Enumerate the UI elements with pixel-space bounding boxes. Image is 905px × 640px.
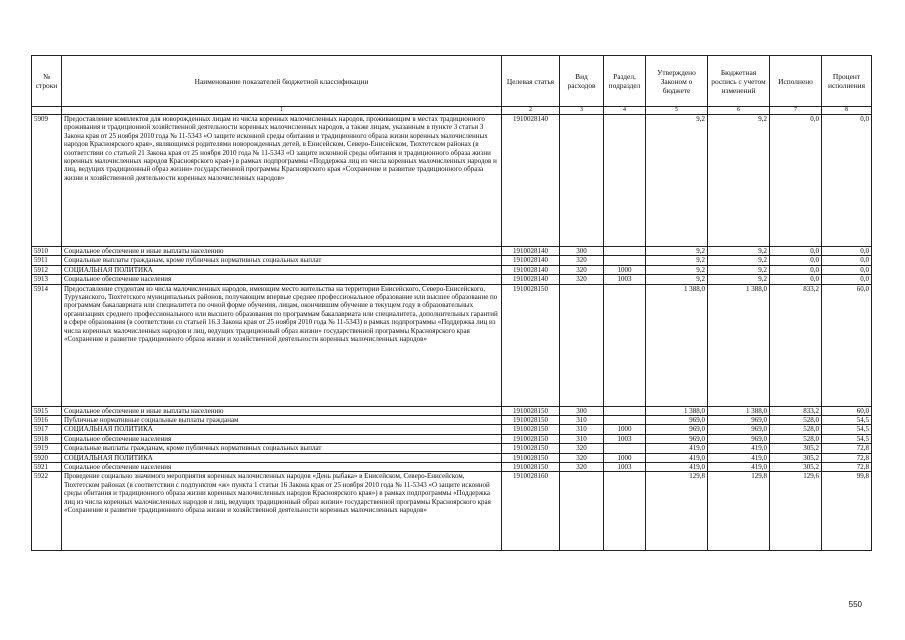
row-name: СОЦИАЛЬНАЯ ПОЛИТИКА xyxy=(62,425,502,434)
row-approved: 969,0 xyxy=(646,434,708,443)
row-painting: 1 388,0 xyxy=(708,284,770,406)
row-painting: 969,0 xyxy=(708,425,770,434)
row-percent: 99,8 xyxy=(822,472,872,551)
row-number: 5911 xyxy=(32,256,62,265)
row-executed: 305,2 xyxy=(770,463,822,472)
row-vid: 310 xyxy=(560,425,604,434)
row-executed: 305,2 xyxy=(770,444,822,453)
row-vid xyxy=(560,472,604,551)
row-razd: 1003 xyxy=(604,434,646,443)
row-razd xyxy=(604,256,646,265)
row-painting: 9,2 xyxy=(708,275,770,284)
table-row xyxy=(32,256,872,265)
row-percent: 0,0 xyxy=(822,256,872,265)
row-name: Предоставление студентам из числа малочисленных народов, имеющим место жительства на территории Енисейского, Северо-Енисейского, Туруханского, Тюхтетского муниципальных районов, получающим впервые среднее профессиональное образование или высшее образование по программам бакалавриата или специалитета по очной форме обучения, лицам, окончившим обучение в текущем году в образовательных организациях среднего профессионального или высшего образования по программам бакалавриата или специалитета, дополнительных гарантий в сфере образования (в соответствии со статьей 16.3 Закона края от 25 ноября 2010 года № 11-5343) в рамках подпрограммы «Поддержка лиц из числа коренных малочисленных народов и лиц, ведущих традиционный образ жизни» государственной программы Красноярского края «Сохранение и развитие традиционного образа жизни и хозяйственной деятельности коренных малочисленных народов» xyxy=(62,284,502,406)
header-code: Целевая статья xyxy=(502,56,560,107)
row-vid: 300 xyxy=(560,406,604,415)
table-row xyxy=(32,444,872,453)
row-percent: 54,5 xyxy=(822,434,872,443)
row-name: Предоставление комплектов для новорожденных лицам из числа коренных малочисленных народов, проживающим в местах традиционного проживания и традиционной хозяйственной деятельности коренных малочисленных народов, а также лицам, указанным в пункте 3 статьи 3 Закона края от 25 ноября 2010 года № 11-5343 «О защите исконной среды обитания и традиционного образа жизни коренных малочисленных народов Красноярского края», являющимся родителями новорожденных детей, в Енисейском, Северо-Енисейском, Тюхтетском районах (в соответствии со статьей 21 Закона края от 25 ноября 2010 года № 11-5343 «О защите исконной среды обитания и традиционного образа жизни коренных малочисленных народов Красноярского края») в рамках подпрограммы «Поддержка лиц из числа коренных малочисленных народов и лиц, ведущих традиционный образ жизни» государственной программы Красноярского края «Сохранение и развитие традиционного образа жизни и хозяйственной деятельности коренных малочисленных народов» xyxy=(62,115,502,247)
header-name: Наименование показателей бюджетной классификации xyxy=(62,56,502,107)
row-code: 1910028140 xyxy=(502,275,560,284)
row-approved: 9,2 xyxy=(646,115,708,247)
row-approved: 419,0 xyxy=(646,463,708,472)
row-code: 1910028140 xyxy=(502,256,560,265)
row-approved: 969,0 xyxy=(646,425,708,434)
header-vid: Вид расходов xyxy=(560,56,604,107)
row-vid: 320 xyxy=(560,275,604,284)
header-executed: Исполнено xyxy=(770,56,822,107)
row-vid: 320 xyxy=(560,444,604,453)
row-executed: 528,0 xyxy=(770,425,822,434)
table-row xyxy=(32,247,872,256)
row-executed: 305,2 xyxy=(770,453,822,462)
row-number: 5914 xyxy=(32,284,62,406)
row-painting: 1 388,0 xyxy=(708,406,770,415)
row-name: Социальное обеспечение и иные выплаты населению xyxy=(62,406,502,415)
row-painting: 969,0 xyxy=(708,434,770,443)
row-name: Проведение социально значимого мероприятия коренных малочисленных народов «День рыбака» в Енисейском, Северо-Енисейском, Тюхтетском районах (в соответствии с подпунктом «ж» пункта 1 статьи 16 Закона края от 25 ноября 2010 года № 11-5343 «О защите исконной среды обитания и традиционного образа жизни коренных малочисленных народов Красноярского края») в рамках подпрограммы «Поддержка лиц из числа коренных малочисленных народов и лиц, ведущих традиционный образ жизни» государственной программы Красноярского края «Сохранение и развитие традиционного образа жизни и хозяйственной деятельности коренных малочисленных народов» xyxy=(62,472,502,551)
row-executed: 833,2 xyxy=(770,284,822,406)
row-name: СОЦИАЛЬНАЯ ПОЛИТИКА xyxy=(62,265,502,274)
table-row xyxy=(32,434,872,443)
row-painting: 9,2 xyxy=(708,256,770,265)
row-razd xyxy=(604,416,646,425)
column-number: 5 xyxy=(646,107,708,115)
row-code: 1910028150 xyxy=(502,406,560,415)
table-row xyxy=(32,265,872,274)
row-approved: 9,2 xyxy=(646,247,708,256)
table-row xyxy=(32,453,872,462)
header-percent: Процент исполнения xyxy=(822,56,872,107)
row-code: 1910028150 xyxy=(502,425,560,434)
table-row xyxy=(32,472,872,551)
table-row xyxy=(32,416,872,425)
row-razd xyxy=(604,247,646,256)
row-razd: 1003 xyxy=(604,463,646,472)
row-executed: 0,0 xyxy=(770,256,822,265)
table-row xyxy=(32,115,872,247)
row-executed: 0,0 xyxy=(770,275,822,284)
row-approved: 9,2 xyxy=(646,265,708,274)
column-number: 1 xyxy=(62,107,502,115)
row-name: Социальные выплаты гражданам, кроме публичных нормативных социальных выплат xyxy=(62,256,502,265)
row-vid: 310 xyxy=(560,434,604,443)
row-number: 5909 xyxy=(32,115,62,247)
row-razd xyxy=(604,472,646,551)
row-approved: 969,0 xyxy=(646,416,708,425)
row-executed: 0,0 xyxy=(770,115,822,247)
row-approved: 1 388,0 xyxy=(646,284,708,406)
header-razd: Раздел, подраздел xyxy=(604,56,646,107)
row-code: 1910028150 xyxy=(502,444,560,453)
row-painting: 419,0 xyxy=(708,444,770,453)
row-razd: 1000 xyxy=(604,265,646,274)
row-number: 5915 xyxy=(32,406,62,415)
column-number: 2 xyxy=(502,107,560,115)
column-number: 6 xyxy=(708,107,770,115)
row-number: 5919 xyxy=(32,444,62,453)
row-approved: 9,2 xyxy=(646,256,708,265)
column-number: 4 xyxy=(604,107,646,115)
row-percent: 60,0 xyxy=(822,284,872,406)
row-number: 5921 xyxy=(32,463,62,472)
row-number: 5916 xyxy=(32,416,62,425)
table-row xyxy=(32,284,872,406)
row-number: 5917 xyxy=(32,425,62,434)
row-name: Социальные выплаты гражданам, кроме публичных нормативных социальных выплат xyxy=(62,444,502,453)
row-approved: 9,2 xyxy=(646,275,708,284)
row-vid: 320 xyxy=(560,453,604,462)
row-vid: 320 xyxy=(560,463,604,472)
column-number xyxy=(32,107,62,115)
row-code: 1910028150 xyxy=(502,284,560,406)
row-percent: 60,0 xyxy=(822,406,872,415)
row-percent: 0,0 xyxy=(822,265,872,274)
table-header-row xyxy=(32,56,872,107)
column-numbers-row xyxy=(32,107,872,115)
row-executed: 0,0 xyxy=(770,265,822,274)
row-code: 1910028150 xyxy=(502,416,560,425)
row-razd xyxy=(604,115,646,247)
row-percent: 72,8 xyxy=(822,453,872,462)
row-executed: 833,2 xyxy=(770,406,822,415)
row-executed: 0,0 xyxy=(770,247,822,256)
row-number: 5910 xyxy=(32,247,62,256)
row-executed: 528,0 xyxy=(770,434,822,443)
table-row xyxy=(32,463,872,472)
column-number: 3 xyxy=(560,107,604,115)
row-razd xyxy=(604,444,646,453)
row-name: Публичные нормативные социальные выплаты гражданам xyxy=(62,416,502,425)
row-razd: 1003 xyxy=(604,275,646,284)
row-painting: 9,2 xyxy=(708,115,770,247)
row-painting: 419,0 xyxy=(708,453,770,462)
row-painting: 129,8 xyxy=(708,472,770,551)
row-approved: 419,0 xyxy=(646,444,708,453)
header-approved: Утверждено Законом о бюджете xyxy=(646,56,708,107)
row-number: 5918 xyxy=(32,434,62,443)
row-name: СОЦИАЛЬНАЯ ПОЛИТИКА xyxy=(62,453,502,462)
row-executed: 528,0 xyxy=(770,416,822,425)
row-name: Социальное обеспечение населения xyxy=(62,434,502,443)
row-number: 5912 xyxy=(32,265,62,274)
row-percent: 0,0 xyxy=(822,115,872,247)
row-vid xyxy=(560,115,604,247)
row-code: 1910028140 xyxy=(502,265,560,274)
page-number: 550 xyxy=(848,600,862,609)
row-percent: 0,0 xyxy=(822,247,872,256)
row-approved: 419,0 xyxy=(646,453,708,462)
row-code: 1910028150 xyxy=(502,453,560,462)
row-name: Социальное обеспечение населения xyxy=(62,275,502,284)
row-name: Социальное обеспечение и иные выплаты населению xyxy=(62,247,502,256)
row-vid: 320 xyxy=(560,265,604,274)
row-razd: 1000 xyxy=(604,453,646,462)
row-vid: 300 xyxy=(560,247,604,256)
row-code: 1910028140 xyxy=(502,115,560,247)
row-percent: 54,5 xyxy=(822,416,872,425)
row-percent: 72,8 xyxy=(822,444,872,453)
row-name: Социальное обеспечение населения xyxy=(62,463,502,472)
table-row xyxy=(32,425,872,434)
row-percent: 54,5 xyxy=(822,425,872,434)
table-row xyxy=(32,406,872,415)
row-painting: 419,0 xyxy=(708,463,770,472)
row-razd: 1000 xyxy=(604,425,646,434)
row-painting: 9,2 xyxy=(708,247,770,256)
header-num: № строки xyxy=(32,56,62,107)
row-code: 1910028140 xyxy=(502,247,560,256)
row-vid xyxy=(560,284,604,406)
row-code: 1910028160 xyxy=(502,472,560,551)
row-approved: 1 388,0 xyxy=(646,406,708,415)
column-number: 7 xyxy=(770,107,822,115)
row-percent: 0,0 xyxy=(822,275,872,284)
row-painting: 9,2 xyxy=(708,265,770,274)
row-number: 5920 xyxy=(32,453,62,462)
row-code: 1910028150 xyxy=(502,463,560,472)
row-approved: 129,8 xyxy=(646,472,708,551)
row-number: 5922 xyxy=(32,472,62,551)
row-executed: 129,6 xyxy=(770,472,822,551)
row-code: 1910028150 xyxy=(502,434,560,443)
row-razd xyxy=(604,284,646,406)
header-painting: Бюджетная роспись с учетом изменений xyxy=(708,56,770,107)
table-row xyxy=(32,275,872,284)
row-percent: 72,8 xyxy=(822,463,872,472)
row-razd xyxy=(604,406,646,415)
row-number: 5913 xyxy=(32,275,62,284)
row-vid: 320 xyxy=(560,256,604,265)
column-number: 8 xyxy=(822,107,872,115)
row-vid: 310 xyxy=(560,416,604,425)
budget-table xyxy=(31,55,872,551)
row-painting: 969,0 xyxy=(708,416,770,425)
